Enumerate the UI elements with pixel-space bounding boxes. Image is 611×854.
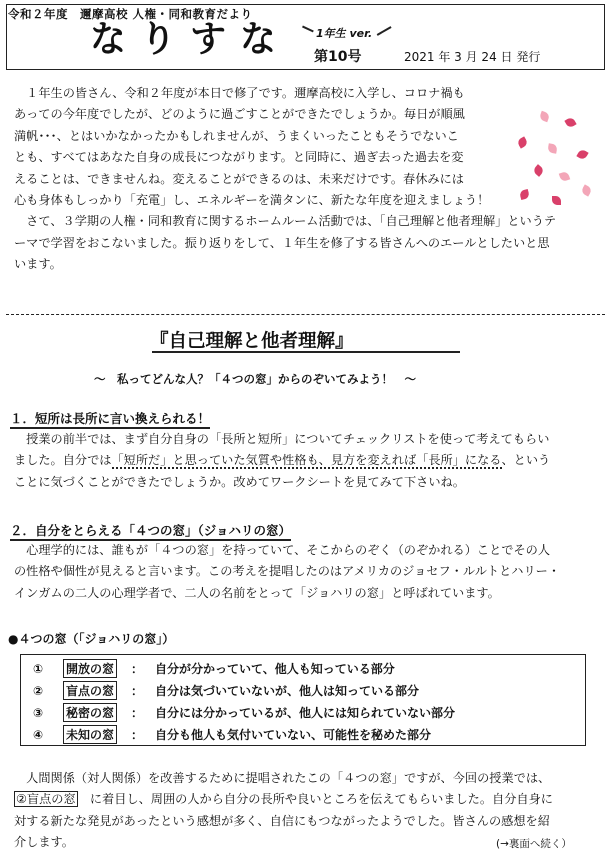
part1-line: 授業の前半では、まず自分自身の「長所と短所」についてチェックリストを使って考えてもらい (14, 432, 550, 446)
intro-line: 心も身体もしっかり「充電」し、エネルギーを満タンに、新たな年度を迎えましょう！ (14, 193, 490, 208)
part1-paragraph (14, 429, 550, 493)
intro-line: さて、３学期の人権・同和教育に関するホームルーム活動では、「自己理解と他者理解」というテ (14, 214, 557, 229)
window-row (33, 725, 431, 744)
window-description: 自分が分かっていて、他人も知っている部分 (155, 662, 395, 676)
newsletter-title: なりすな (90, 19, 291, 60)
part1-highlight: 「短所だ」と思っていた気質や性格も、見方を変えれば「長所」になる (111, 453, 502, 468)
part2-line: の性格や個性が見えると言います。この考えを提唱したのはアメリカのジョセフ・ルルトとハリー・ (14, 564, 561, 579)
closing-line: 人間関係（対人関係）を改善するために提唱されたこの「４つの窓」ですが、今回の授業では、 (14, 771, 551, 785)
part2-line: インガムの二人の心理学者で、二人の名前をとって「ジョハリの窓」と呼ばれています。 (14, 585, 500, 600)
intro-line: あっての今年度でしたが、どのように過ごすことができたでしょうか。毎日が順風 (14, 107, 465, 122)
window-row (33, 681, 419, 700)
part2-heading-wrap (10, 520, 291, 539)
window-row (33, 659, 395, 678)
intro-line: 満帆･･･、とはいかなかったかもしれませんが、うまくいったこともそうでないこ (14, 128, 459, 143)
window-description: 自分も他人も気付いていない、可能性を秘めた部分 (155, 728, 432, 742)
section-subtitle: ～ 私ってどんな人？「４つの窓」からのぞいてみよう！ ～ (94, 372, 416, 386)
window-row (33, 703, 455, 722)
intro-line: えることは、できませんね。変えることができるのは、未来だけです。春休みには (14, 171, 464, 186)
window-name: 秘密の窓 (63, 703, 117, 722)
windows-label: ●４つの窓（「ジョハリの窓」） (8, 632, 175, 646)
part1-text: 、という (501, 453, 551, 468)
intro-line: ーマで学習をおこないました。振り返りをして、１年生を修了する皆さんへのエールとしたいと思 (14, 235, 550, 250)
part1-line (14, 450, 550, 471)
window-separator: ： (131, 662, 144, 676)
part2-heading: ２．自分をとらえる「４つの窓」（ジョハリの窓） (10, 523, 291, 541)
window-name: 盲点の窓 (63, 681, 117, 700)
closing-line (14, 789, 553, 810)
section-title-underline (152, 351, 460, 353)
window-name: 開放の窓 (63, 659, 117, 678)
intro-line: １年生の皆さん、令和２年度が本日で修了です。邇摩高校に入学し、コロナ禍も (14, 86, 465, 100)
window-separator: ： (131, 728, 144, 742)
closing-paragraph (14, 768, 553, 854)
window-number: ② (33, 683, 44, 698)
version-label: 1年生 ver. (316, 27, 373, 40)
part2-paragraph (14, 540, 560, 604)
closing-text: に着目し、周囲の人から自分の長所や良いところを伝えてもらいました。自分自身に (89, 792, 553, 807)
window-description: 自分は気づいていないが、他人は知っている部分 (155, 684, 420, 698)
window-number: ① (33, 661, 44, 676)
part1-text: ました。自分では (14, 453, 112, 468)
issue-date: 2021 年 3 月 24 日 発行 (404, 50, 541, 64)
window-name: 未知の窓 (63, 725, 117, 744)
intro-line: います。 (14, 257, 62, 272)
blind-spot-window-ref: ②盲点の窓 (16, 792, 76, 807)
part1-line: ことに気づくことができたでしょうか。改めてワークシートを見てみて下さいね。 (14, 474, 465, 489)
windows-box (20, 654, 586, 746)
window-number: ④ (33, 727, 44, 742)
part1-heading-wrap (10, 408, 210, 427)
continued-note: (→裏面へ続く） (496, 838, 572, 850)
closing-line: 介します。 (14, 835, 74, 850)
part1-heading: １．短所は長所に言い換えられる！ (10, 411, 210, 429)
closing-line: 対する新たな発見があったという感想が多く、自信にもつながったようでした。皆さんの感想を紹 (14, 813, 550, 828)
window-description: 自分には分かっているが、他人には知られていない部分 (155, 706, 456, 720)
issue-number: 第10号 (314, 49, 362, 65)
newsletter-subtitle: 令和２年度 邇摩高校 人権・同和教育だより (8, 7, 253, 21)
window-separator: ： (131, 706, 144, 720)
part2-line: 心理学的には、誰もが「４つの窓」を持っていて、そこからのぞく（のぞかれる）ことでその人 (14, 543, 551, 557)
window-separator: ： (131, 684, 144, 698)
dashed-divider (6, 314, 605, 315)
window-number: ③ (33, 705, 44, 720)
section-title: 『自己理解と他者理解』 (150, 331, 354, 352)
intro-line: とも、すべてはあなた自身の成長につながります。と同時に、過ぎ去った過去を変 (14, 150, 464, 165)
intro-paragraph (14, 83, 556, 276)
